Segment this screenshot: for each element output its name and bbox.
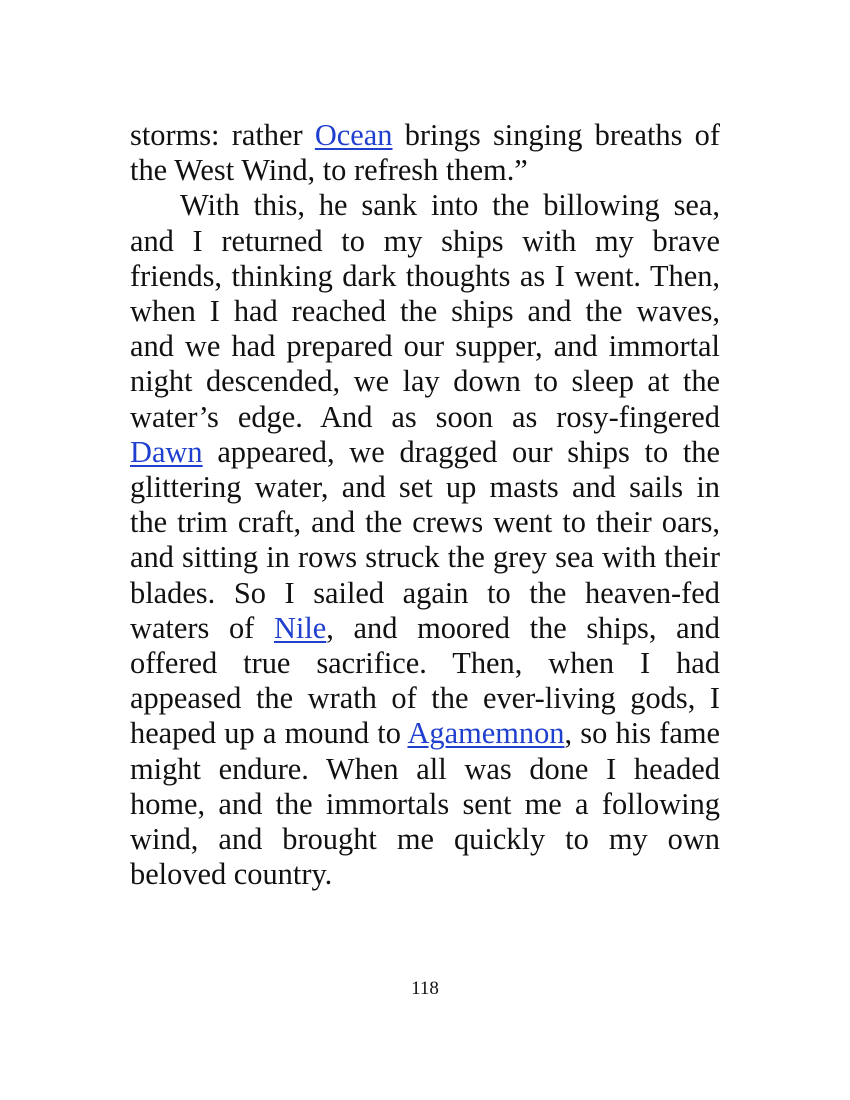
text-run: beloved country. [130, 857, 333, 892]
text-line [130, 505, 720, 540]
text-run: might endure. When all was done I headed [130, 751, 720, 786]
paragraph-return-home [130, 188, 720, 892]
text-line [130, 259, 720, 294]
paragraph-continuation [130, 118, 720, 188]
text-line [130, 435, 720, 470]
text-run: brings singing breaths of [392, 118, 720, 152]
link-nile[interactable]: Nile [273, 610, 327, 645]
text-line [130, 752, 720, 787]
text-line [130, 188, 720, 223]
text-run: home, and the immortals sent me a following [130, 786, 720, 821]
text-run: and we had prepared our supper, and immortal [130, 329, 720, 364]
text-line [130, 576, 720, 611]
text-run: friends, thinking dark thoughts as I went. Then, [130, 258, 720, 293]
text-run: when I had reached the ships and the waves, [130, 294, 720, 329]
text-run: water’s edge. And as soon as rosy-fingered [130, 399, 720, 434]
page-body [130, 118, 720, 892]
text-run: heaped up a mound to [130, 716, 408, 751]
page-number: 118 [411, 978, 439, 999]
text-run: , so his fame [564, 716, 720, 751]
text-line [130, 364, 720, 399]
text-run: storms: rather [130, 118, 315, 152]
text-line [130, 611, 720, 646]
text-run: glittering water, and set up masts and sails in [130, 470, 720, 505]
text-run: appeased the wrath of the ever-living gods, I [130, 681, 720, 716]
text-line [130, 470, 720, 505]
text-run: blades. So I sailed again to the heaven-fed [130, 575, 720, 610]
text-run: offered true sacrifice. Then, when I had [130, 646, 720, 681]
text-line [130, 329, 720, 364]
text-run: the trim craft, and the crews went to their oars, [130, 505, 720, 540]
text-run: appeared, we dragged our ships to the [202, 434, 720, 469]
text-run: and I returned to my ships with my brave [130, 223, 720, 258]
text-line [130, 787, 720, 822]
text-run: With this, he sank into the billowing sea, [180, 188, 720, 223]
text-line [130, 294, 720, 329]
text-line [130, 681, 720, 716]
text-line [130, 646, 720, 681]
text-run: waters of [130, 610, 274, 645]
text-run: , and moored the ships, and [326, 610, 720, 645]
text-line [130, 153, 720, 188]
link-agamemnon[interactable]: Agamemnon [407, 716, 565, 751]
text-run: the West Wind, to refresh them.” [130, 153, 528, 188]
text-line [130, 540, 720, 575]
text-line [130, 857, 720, 892]
link-dawn[interactable]: Dawn [130, 434, 203, 469]
text-run: night descended, we lay down to sleep at the [130, 364, 720, 399]
text-line [130, 118, 720, 153]
text-line [130, 400, 720, 435]
text-line [130, 224, 720, 259]
text-run: and sitting in rows struck the grey sea with their [130, 540, 720, 575]
text-run: wind, and brought me quickly to my own [130, 822, 720, 857]
link-ocean[interactable]: Ocean [314, 118, 393, 152]
text-line [130, 716, 720, 751]
text-line [130, 822, 720, 857]
